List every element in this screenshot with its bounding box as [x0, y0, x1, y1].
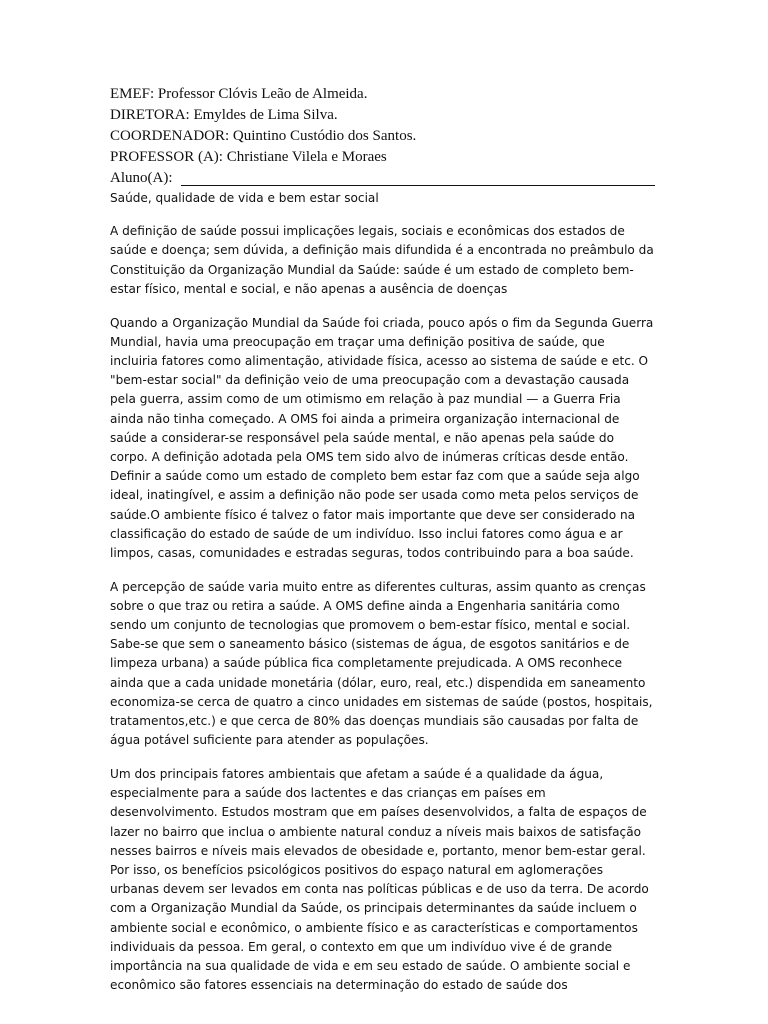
student-name-blank	[181, 171, 656, 186]
paragraph-2: Quando a Organização Mundial da Saúde foi criada, pouco após o fim da Segunda Guerra Mundial, havia uma preocupação em traçar uma definição positiva de saúde, que incluiria fatores como alimentação, atividade física, acesso ao sistema de saúde e etc. O "bem-estar social" da definição veio de uma preocupação com a devastação causada pela guerra, assim como de um otimismo em relação à paz mundial — a Guerra Fria ainda não tinha começado. A OMS foi ainda a primeira organização internacional de saúde a considerar-se responsável pela saúde mental, e não apenas pela saúde do corpo. A definição adotada pela OMS tem sido alvo de inúmeras críticas desde então. Definir a saúde como um estado de completo bem estar faz com que a saúde seja algo ideal, inatingível, e assim a definição não pode ser usada como meta pelos serviços de saúde.O ambiente físico é talvez o fator mais importante que deve ser considerado na classificação do estado de saúde de um indivíduo. Isso inclui fatores como água e ar limpos, casas, comunidades e estradas seguras, todos contribuindo para a boa saúde.	[110, 315, 654, 560]
coordinator-line: COORDENADOR: Quintino Custódio dos Santos.	[110, 128, 417, 144]
paragraph-1: A definição de saúde possui implicações legais, sociais e econômicas dos estados de saúde e doença; sem dúvida, a definição mais difundida é a encontrada no preâmbulo da Constituição da Organização Mundial da Saúde: saúde é um estado de completo bem-estar físico, mental e social, e não apenas a ausência de doenças	[110, 224, 654, 296]
document-header	[110, 84, 655, 189]
document-body	[110, 189, 655, 1010]
document-title: Saúde, qualidade de vida e bem estar social	[110, 191, 379, 205]
director-line: DIRETORA: Emyldes de Lima Silva.	[110, 107, 338, 123]
teacher-line: PROFESSOR (A): Christiane Vilela e Moraes	[110, 149, 387, 165]
student-line	[110, 168, 655, 189]
student-label: Aluno(A):	[110, 170, 173, 186]
paragraph-4: Um dos principais fatores ambientais que afetam a saúde é a qualidade da água, especialmente para a saúde dos lactentes e das crianças em países em desenvolvimento. Estudos mostram que em países desenvolvidos, a falta de espaços de lazer no bairro que inclua o ambiente natural conduz a níveis mais baixos de satisfação nesses bairros e níveis mais elevados de obesidade e, portanto, menor bem-estar geral. Por isso, os benefícios psicológicos positivos do espaço natural em aglomerações urbanas devem ser levados em conta nas políticas públicas e de uso da terra. De acordo com a Organização Mundial da Saúde, os principais determinantes da saúde incluem o ambiente social e econômico, o ambiente físico e as características e comportamentos individuais da pessoa. Em geral, o contexto em que um indivíduo vive é de grande importância na sua qualidade de vida e em seu estado de saúde. O ambiente social e econômico são fatores essenciais na determinação do estado de saúde dos	[110, 766, 649, 993]
school-line: EMEF: Professor Clóvis Leão de Almeida.	[110, 86, 368, 102]
paragraph-3: A percepção de saúde varia muito entre as diferentes culturas, assim quanto as crenças sobre o que traz ou retira a saúde. A OMS define ainda a Engenharia sanitária como sendo um conjunto de tecnologias que promovem o bem-estar físico, mental e social. Sabe-se que sem o saneamento básico (sistemas de água, de esgotos sanitários e de limpeza urbana) a saúde pública fica completamente prejudicada. A OMS reconhece ainda que a cada unidade monetária (dólar, euro, real, etc.) dispendida em saneamento economiza-se cerca de quatro a cinco unidades em sistemas de saúde (postos, hospitais, tratamentos,etc.) e que cerca de 80% das doenças mundiais são causadas por falta de água potável suficiente para atender as populações.	[110, 579, 653, 748]
